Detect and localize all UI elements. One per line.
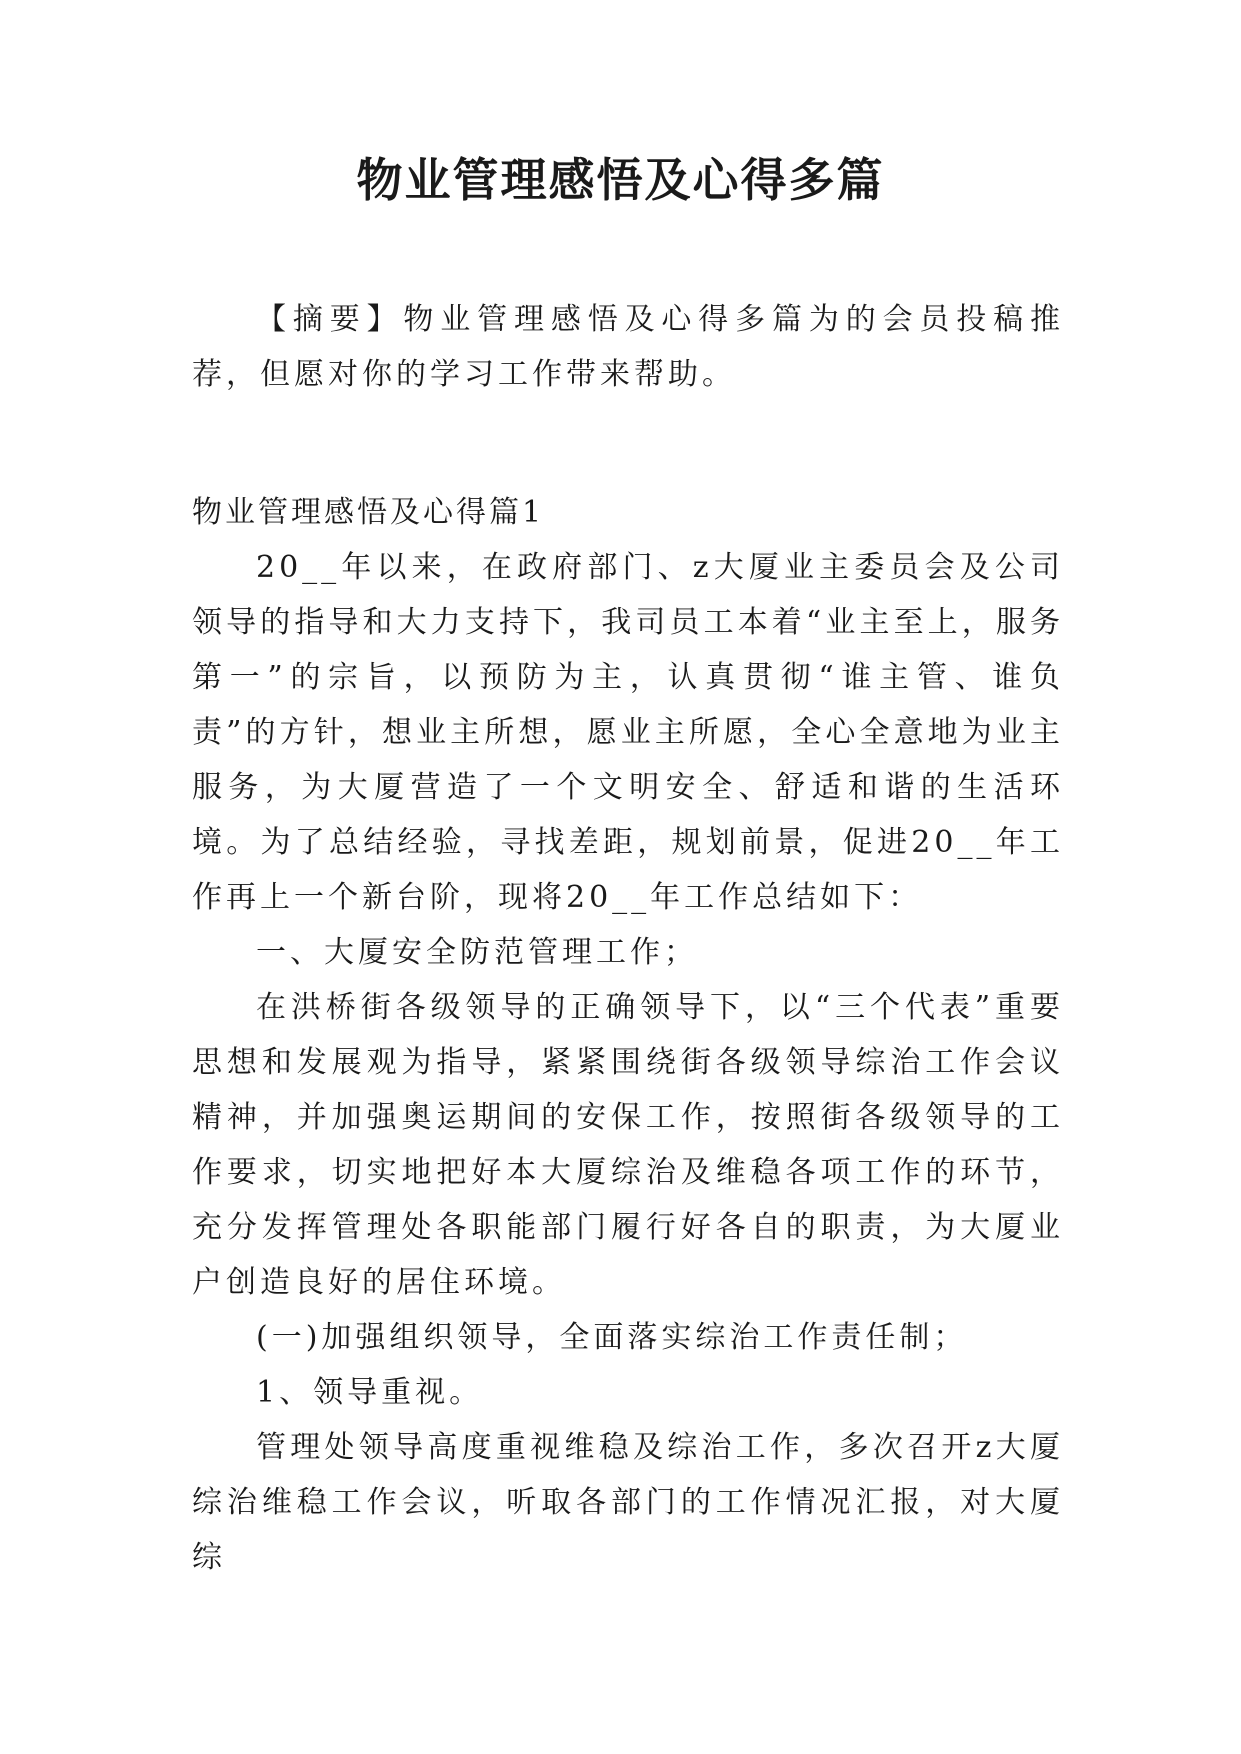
body-paragraph: 管理处领导高度重视维稳及综治工作，多次召开z大厦综治维稳工作会议，听取各部门的工作情况汇报，对大厦综 xyxy=(192,1430,1064,1575)
summary-paragraph: 【摘要】物业管理感悟及心得多篇为的会员投稿推荐，但愿对你的学习工作带来帮助。 xyxy=(192,302,1064,392)
body-paragraph: 在洪桥街各级领导的正确领导下，以“三个代表”重要思想和发展观为指导，紧紧围绕街各级领导综治工作会议精神，并加强奥运期间的安保工作，按照街各级领导的工作要求，切实地把好本大厦综治及维稳各项工作的环节，充分发挥管理处各职能部门履行好各自的职责，为大厦业户创造良好的居住环境。 xyxy=(192,990,1064,1300)
document-title: 物业管理感悟及心得多篇 xyxy=(356,153,885,207)
body-paragraph: 1、领导重视。 xyxy=(256,1375,484,1410)
body-paragraph: 一、大厦安全防范管理工作； xyxy=(256,935,698,970)
body-paragraph: 20__年以来，在政府部门、z大厦业主委员会及公司领导的指导和大力支持下，我司员工本着“业主至上，服务第一”的宗旨，以预防为主，认真贯彻“谁主管、谁负责”的方针，想业主所想，愿业主所愿，全心全意地为业主服务，为大厦营造了一个文明安全、舒适和谐的生活环境。为了总结经验，寻找差距，规划前景，促进20__年工作再上一个新台阶，现将20__年工作总结如下： xyxy=(192,550,1064,915)
spacer xyxy=(192,402,1064,485)
body-paragraph: (一)加强组织领导，全面落实综治工作责任制； xyxy=(256,1320,968,1355)
section-heading: 物业管理感悟及心得篇1 xyxy=(192,495,545,530)
document-body xyxy=(192,292,1064,1585)
